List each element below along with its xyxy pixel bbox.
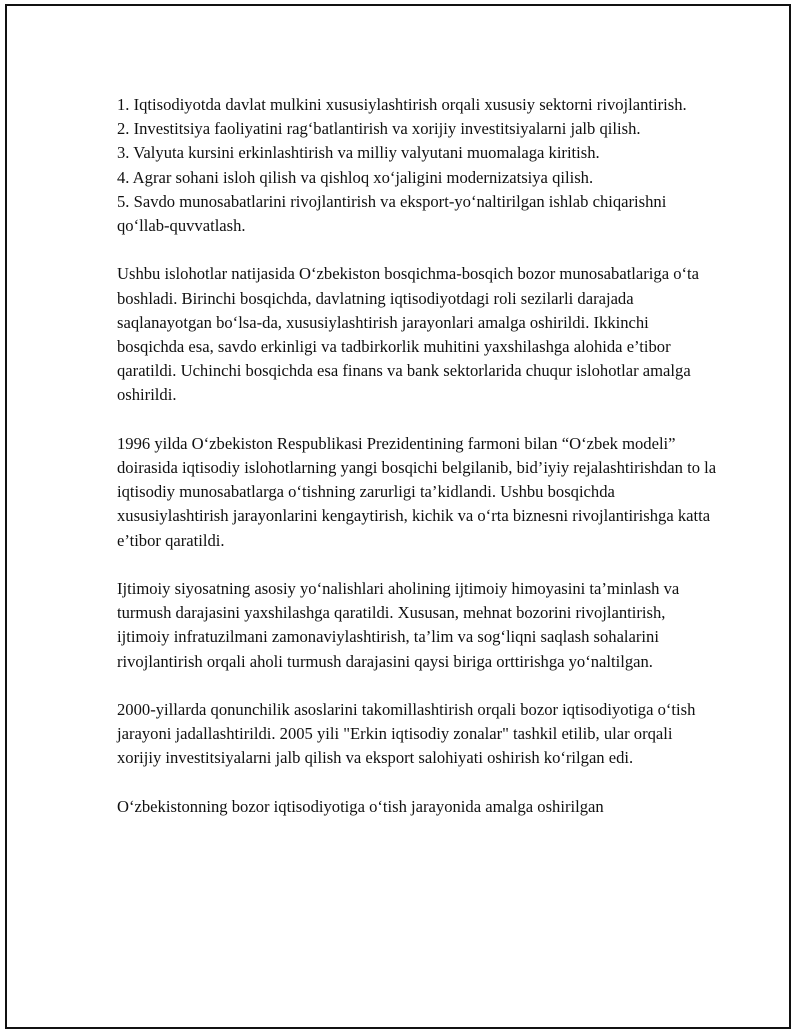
list-item: 1. Iqtisodiyotda davlat mulkini xususiylashtirish orqali xususiy sektorni rivojlantirish. [117, 95, 687, 114]
document-body [117, 93, 717, 843]
paragraph-social-policy: Ijtimoiy siyosatning asosiy yo‘nalishlari aholining ijtimoiy himoyasini ta’minlash va turmush darajasini yaxshilashga qaratildi. Xususan, mehnat bozorini rivojlantirish, ijtimoiy infratuzilmani zamonaviylashtirish, ta’lim va sog‘liqni saqlash sohalarini rivojlantirish orqali aholi turmush darajasini qaysi biriga orttirishga yo‘naltilgan. [117, 579, 680, 671]
list-item: 3. Valyuta kursini erkinlashtirish va milliy valyutani muomalaga kiritish. [117, 143, 600, 163]
paragraph-1996-model: 1996 yilda O‘zbekiston Respublikasi Prezidentining farmoni bilan “O‘zbek modeli” doirasida iqtisodiy islohotlarning yangi bosqichi belgilanib, bid’iyiy rejalashtirishdan to la iqtisodiy munosabatlarga o‘tishning zarurligi ta’kidlandi. Ushbu bosqichda xususiylashtirish jarayonlarini kengaytirish, kichik va o‘rta biznesni rivojlantirishga katta e’tibor qaratildi. [117, 433, 717, 550]
paragraph-reform-results: Ushbu islohotlar natijasida O‘zbekiston bosqichma-bosqich bozor munosabatlariga o‘ta boshladi. Birinchi bosqichda, davlatning iqtisodiyotdagi roli sezilarli darajada saqlanayotgan bo‘lsa-da, xususiylashtirish jarayonlari amalga oshirildi. Ikkinchi bosqichda esa, savdo erkinligi va tadbirkorlik muhitini yaxshilashga alohida e’tibor qaratildi. Uchinchi bosqichda esa finans va bank sektorlarida chuqur islohotlar amalga oshirildi. [117, 264, 700, 405]
reform-list [117, 93, 717, 238]
paragraph-transition-intro: O‘zbekistonning bozor iqtisodiyotiga o‘tish jarayonida amalga oshirilgan [117, 796, 604, 816]
paragraph-2000s-legislation: 2000-yillarda qonunchilik asoslarini takomillashtirish orqali bozor iqtisodiyotiga o‘tish jarayoni jadallashtirildi. 2005 yili "Erkin iqtisodiy zonalar" tashkil etilib, ular orqali xorijiy investitsiyalarni jalb qilish va eksport salohiyati oshirish ko‘rilgan edi. [117, 700, 696, 768]
list-item: 5. Savdo munosabatlarini rivojlantirish va eksport-yo‘naltirilgan ishlab chiqarishni qo‘llab-quvvatlash. [117, 191, 667, 236]
list-item: 4. Agrar sohani isloh qilish va qishloq xo‘jaligini modernizatsiya qilish. [117, 167, 594, 187]
list-item: 2. Investitsiya faoliyatini rag‘batlantirish va xorijiy investitsiyalarni jalb qilish. [117, 119, 641, 139]
